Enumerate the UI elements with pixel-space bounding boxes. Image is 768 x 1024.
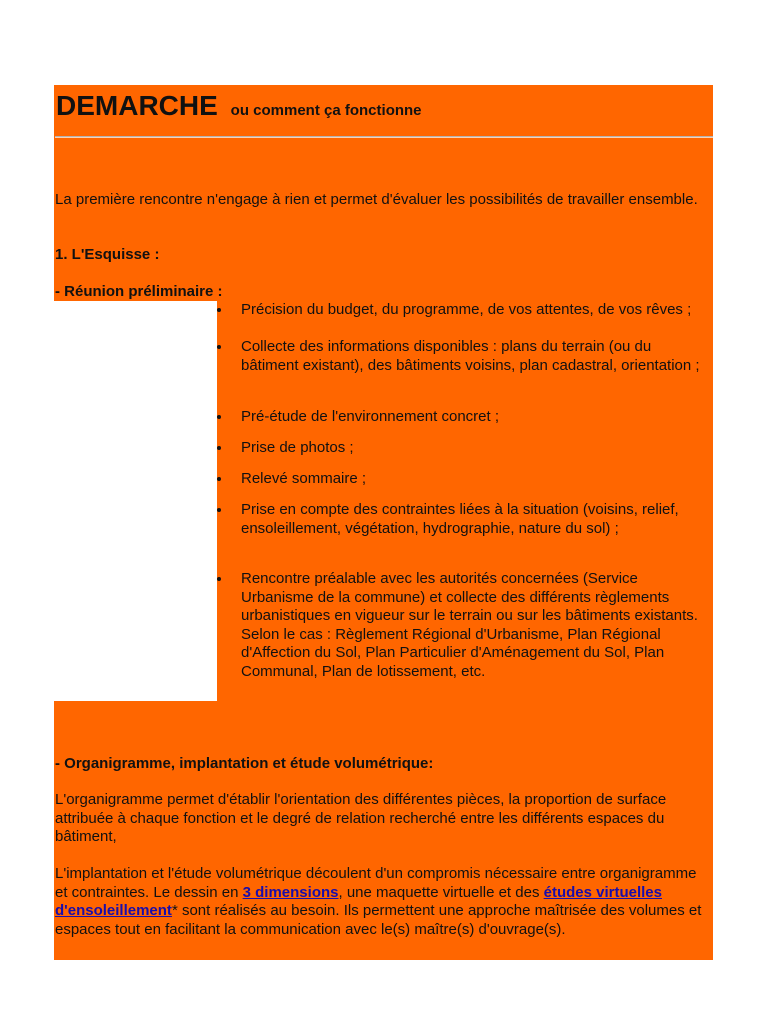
list-item xyxy=(217,570,712,681)
bullet-icon xyxy=(217,577,221,581)
implantation-text-3: * sont réalisés au besoin. Ils permettent une approche maîtrisée des volumes et espaces tout en facilitant la communication avec le(s) maître(s) d'ouvrage(s). xyxy=(55,902,702,938)
link-etudes-ensoleillement[interactable]: études virtuelles d'ensoleillement xyxy=(55,883,662,919)
list-item-text: Pré-étude de l'environnement concret ; xyxy=(241,408,500,425)
bullet-icon xyxy=(217,508,221,512)
bullet-icon xyxy=(217,345,221,349)
list-item-text: Relevé sommaire ; xyxy=(241,470,367,487)
section-heading-organigramme: - Organigramme, implantation et étude volumétrique: xyxy=(55,755,434,772)
title-subtitle: ou comment ça fonctionne xyxy=(230,102,422,119)
list-item xyxy=(217,408,712,427)
page-title xyxy=(56,86,422,123)
list-item-text: Précision du budget, du programme, de vos attentes, de vos rêves ; xyxy=(241,301,692,318)
list-item xyxy=(217,470,712,489)
list-item-text: Rencontre préalable avec les autorités concernées (Service Urbanisme de la commune) et collecte des différents règlements urbanistiques en vigueur sur le terrain ou sur les bâtiments existants. Selon le cas : Règlement Régional d'Urbanisme, Plan Régional d'Affection du Sol, Plan Particulier d'Aménagement du Sol, Plan Communal, Plan de lotissement, etc. xyxy=(241,570,698,680)
header-divider xyxy=(55,136,713,138)
list-item-text: Prise en compte des contraintes liées à la situation (voisins, relief, ensoleillement, végétation, hydrographie, nature du sol) ; xyxy=(241,501,679,537)
title-main: DEMARCHE xyxy=(56,90,218,121)
link-3-dimensions[interactable]: 3 dimensions xyxy=(242,883,339,901)
list-item xyxy=(217,439,712,458)
list-item xyxy=(217,501,712,538)
list-item-text: Collecte des informations disponibles : plans du terrain (ou du bâtiment existant), des bâtiments voisins, plan cadastral, orientation ; xyxy=(241,338,700,374)
blank-white-box xyxy=(54,301,217,701)
subheading-reunion: - Réunion préliminaire : xyxy=(55,283,223,300)
bullet-icon xyxy=(217,308,221,312)
intro-paragraph: La première rencontre n'engage à rien et permet d'évaluer les possibilités de travailler ensemble. xyxy=(55,191,698,208)
bullet-icon xyxy=(217,415,221,419)
list-item-text: Prise de photos ; xyxy=(241,439,354,456)
list-item xyxy=(217,338,712,375)
bullet-icon xyxy=(217,446,221,450)
implantation-paragraph xyxy=(55,865,711,939)
implantation-text-1: L'implantation et l'étude volumétrique découlent d'un compromis nécessaire entre organigramme et contraintes. Le dessin en xyxy=(55,865,697,901)
list-item xyxy=(217,301,712,320)
organigramme-paragraph: L'organigramme permet d'établir l'orientation des différentes pièces, la proportion de surface attribuée à chaque fonction et le degré de relation recherché entre les différents espaces du bâtiment, xyxy=(55,791,667,845)
implantation-text-2: , une maquette virtuelle et des xyxy=(338,883,544,901)
bullet-icon xyxy=(217,477,221,481)
section-heading-esquisse: 1. L'Esquisse : xyxy=(55,246,160,263)
